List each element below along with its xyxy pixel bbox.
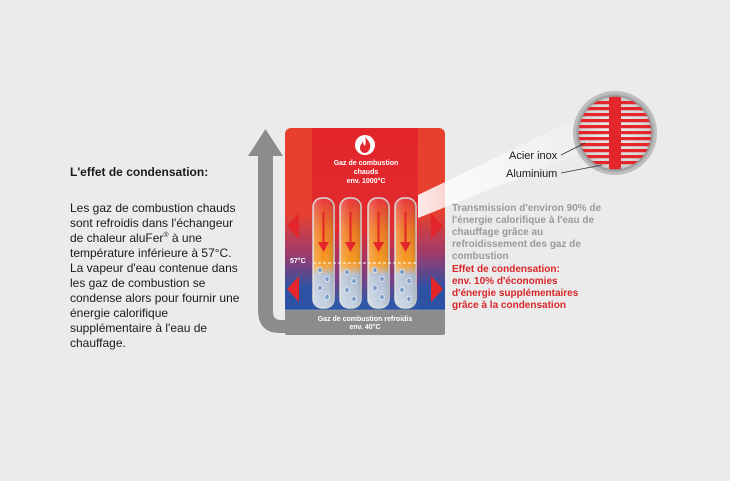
- condensation-text: [452, 264, 602, 312]
- flame-icon: [355, 135, 375, 155]
- hot-gas-label: Gaz de combustion chauds env. 1000°C: [333, 160, 399, 185]
- panel-body: [70, 201, 245, 351]
- paragraph-1: Les gaz de combustion chauds sont refroidis dans l'échangeur de chaleur aluFer® à une température inférieure à 57°C.: [70, 201, 236, 260]
- condensation-body: env. 10% d'économies d'énergie supplémentaires grâce à la condensation: [452, 276, 579, 311]
- transmission-text: Transmission d'environ 90% de l'énergie calorifique à l'eau de chauffage grâce au refroidissement des gaz de combustion: [452, 203, 602, 262]
- tube-2: [340, 198, 361, 308]
- explanation-panel: [70, 165, 245, 351]
- tube-4: [395, 198, 416, 308]
- condensation-title: Effet de condensation:: [452, 264, 560, 275]
- aluminium-label: Aluminium: [506, 168, 558, 180]
- cold-gas-label: Gaz de combustion refroidis env. 40°C: [317, 316, 413, 332]
- panel-title: L'effet de condensation:: [70, 165, 209, 179]
- tube-3: [368, 198, 389, 308]
- steel-label: Acier inox: [509, 150, 558, 162]
- tube-1: [313, 198, 334, 308]
- tube-cross-section-zoom: [561, 91, 657, 175]
- threshold-temp-label: 57°C: [290, 258, 306, 265]
- paragraph-2: La vapeur d'eau contenue dans les gaz de combustion se condense alors pour fournir une énergie calorifique supplémentaire à l'eau de chauffage.: [70, 261, 240, 350]
